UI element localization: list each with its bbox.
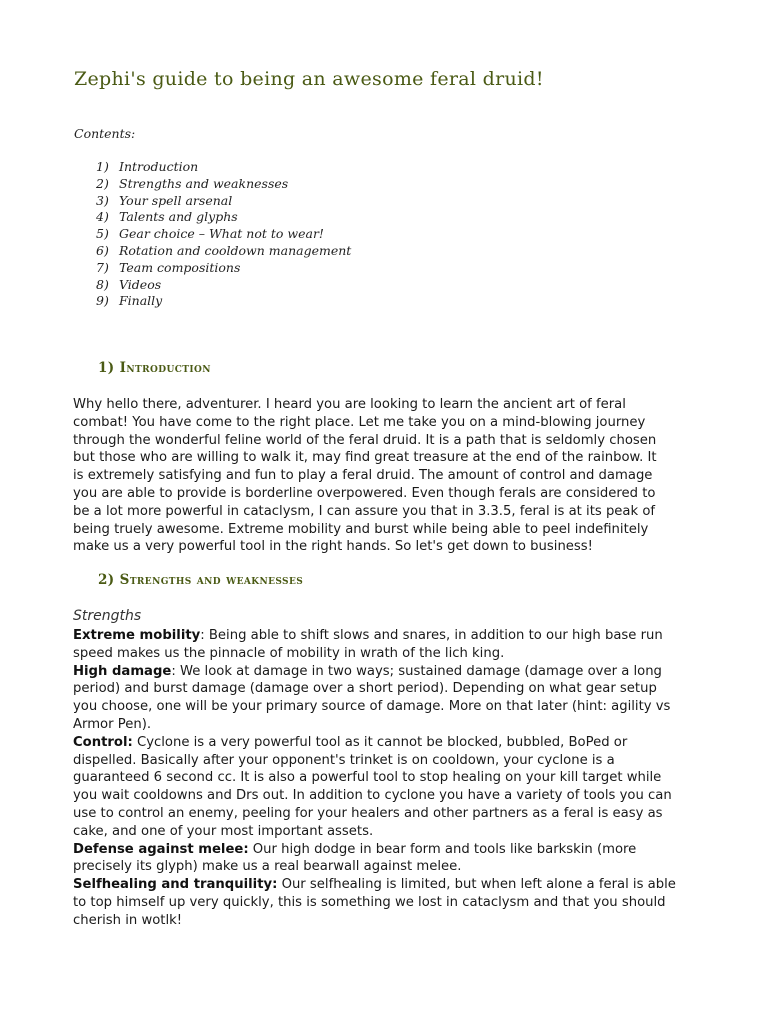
strength-text: : Being able to shift slows and snares, in addition to our high base run: [200, 628, 663, 643]
paragraph-line: use to control an enemy, peeling for your healers and other partners as a feral is easy as: [73, 805, 663, 821]
toc-item: [96, 193, 351, 210]
paragraph-line: you wait cooldowns and Drs out. In addition to cyclone you have a variety of tools you can: [73, 788, 672, 804]
strength-label: Control:: [73, 734, 133, 750]
paragraph-line: dispelled. Basically after your opponent's trinket is on cooldown, your cyclone is a: [73, 752, 615, 768]
paragraph-line: be a lot more powerful in cataclysm, I can assure you that in 3.3.5, feral is at its peak of: [73, 503, 656, 519]
toc-item: [96, 209, 351, 226]
paragraph-line: being truely awesome. Extreme mobility and burst while being able to peel indefinitely: [73, 521, 649, 537]
strength-label: High damage: [73, 663, 172, 679]
strengths-list: [73, 627, 703, 930]
toc-item: [96, 159, 351, 176]
paragraph-line: you are able to provide is borderline overpowered. Even though ferals are considered to: [73, 485, 656, 501]
toc-item: [96, 277, 351, 294]
toc-item-text: Gear choice – What not to wear!: [119, 226, 324, 242]
toc-item: [96, 176, 351, 193]
paragraph-line: combat! You have come to the right place. Let me take you on a mind-blowing journey: [73, 414, 646, 430]
toc-item-number: 8): [96, 276, 109, 292]
contents-label: Contents:: [74, 126, 136, 141]
paragraph-line: period) and burst damage (damage over a short period). Depending on what gear setup: [73, 681, 657, 697]
strength-text: Our selfhealing is limited, but when left alone a feral is able: [277, 877, 676, 893]
toc-item-text: Videos: [119, 276, 162, 292]
toc-item-number: 2): [96, 175, 109, 191]
paragraph-line: guaranteed 6 second cc. It is also a powerful tool to stop healing on your kill target while: [73, 770, 662, 786]
toc-item-text: Strengths and weaknesses: [119, 175, 289, 191]
strength-defense: [73, 841, 703, 859]
introduction-heading: 1) Introduction: [98, 360, 211, 376]
table-of-contents: [96, 159, 351, 310]
toc-item: [96, 260, 351, 277]
paragraph-line: is extremely satisfying and fun to play a feral druid. The amount of control and damage: [73, 468, 653, 484]
toc-item-number: 1): [96, 159, 109, 174]
introduction-paragraph: [73, 396, 703, 556]
document-title: Zephi's guide to being an awesome feral druid!: [74, 68, 544, 90]
toc-item-number: 4): [96, 209, 109, 225]
strengths-subheading: Strengths: [73, 608, 142, 624]
toc-item-text: Team compositions: [119, 259, 241, 275]
paragraph-line: cherish in wotlk!: [73, 912, 183, 928]
toc-item-number: 9): [96, 293, 109, 309]
toc-item-number: 6): [96, 242, 109, 258]
strength-text: Cyclone is a very powerful tool as it cannot be blocked, bubbled, BoPed or: [132, 734, 628, 750]
strength-mobility: [73, 627, 703, 645]
strength-damage: [73, 663, 703, 681]
paragraph-line: you choose, one will be your primary source of damage. More on that later (hint: agility vs: [73, 699, 671, 715]
strength-selfhealing: [73, 876, 703, 894]
strength-label: Selfhealing and tranquility:: [73, 877, 278, 893]
toc-item-number: 3): [96, 192, 109, 208]
strengths-weaknesses-heading: 2) Strengths and weaknesses: [98, 572, 304, 588]
toc-item-number: 5): [96, 226, 109, 242]
toc-item-number: 7): [96, 259, 109, 275]
paragraph-line: precisely its glyph) make us a real bearwall against melee.: [73, 859, 462, 875]
paragraph-line: to top himself up very quickly, this is something we lost in cataclysm and that you should: [73, 894, 666, 910]
toc-item-text: Your spell arsenal: [119, 192, 233, 208]
paragraph-line: cake, and one of your most important assets.: [73, 823, 374, 839]
paragraph-line: but those who are willing to walk it, may find great treasure at the end of the rainbow. It: [73, 450, 657, 466]
paragraph-line: Why hello there, adventurer. I heard you are looking to learn the ancient art of feral: [73, 397, 626, 412]
toc-item-text: Talents and glyphs: [119, 209, 238, 225]
strength-control: [73, 734, 703, 752]
toc-item: [96, 226, 351, 243]
strength-label: Extreme mobility: [73, 628, 201, 643]
toc-item: [96, 243, 351, 260]
strength-label: Defense against melee:: [73, 841, 249, 857]
paragraph-line: speed makes us the pinnacle of mobility in wrath of the lich king.: [73, 645, 505, 661]
paragraph-line: make us a very powerful tool in the right hands. So let's get down to business!: [73, 539, 593, 555]
toc-item-text: Introduction: [119, 159, 199, 174]
toc-item-text: Finally: [119, 293, 163, 309]
strength-text: Our high dodge in bear form and tools like barkskin (more: [248, 841, 637, 857]
paragraph-line: through the wonderful feline world of the feral druid. It is a path that is seldomly chosen: [73, 432, 657, 448]
toc-item-text: Rotation and cooldown management: [119, 242, 352, 258]
toc-item: [96, 293, 351, 310]
paragraph-line: Armor Pen).: [73, 716, 152, 732]
strength-text: : We look at damage in two ways; sustained damage (damage over a long: [171, 663, 662, 679]
